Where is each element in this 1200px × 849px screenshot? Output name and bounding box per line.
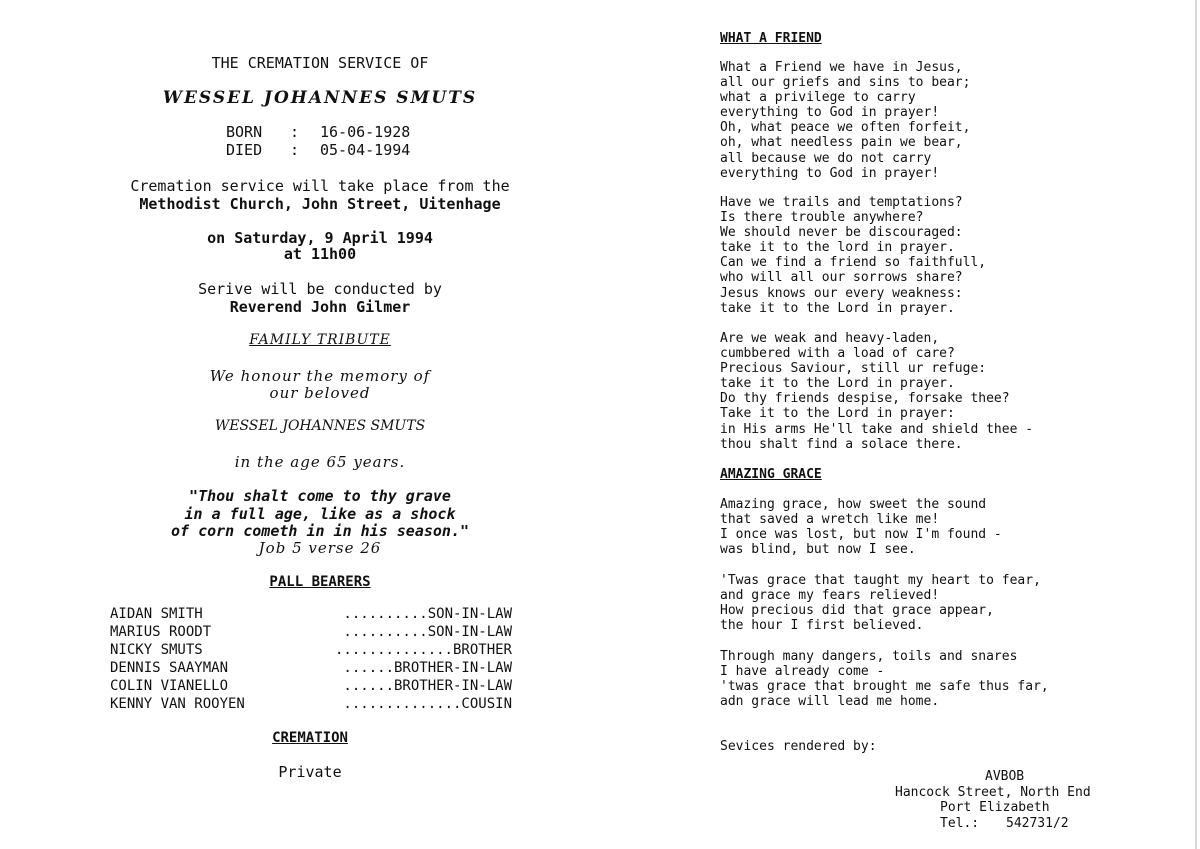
tribute-line2: our beloved xyxy=(269,384,371,402)
list-item xyxy=(110,641,512,659)
hymn1-verse2: Have we trails and temptations? Is there trouble anywhere? We should never be discouraged: take it to the lord in prayer. Can we find a friend so faithfull, who will all our sorrows share? Jesus knows our every weakness: take it to the Lord in prayer. xyxy=(720,195,987,316)
list-item xyxy=(110,605,512,623)
bearer-relation: ..........SON-IN-LAW xyxy=(343,624,512,640)
minister-name: Reverend John Gilmer xyxy=(229,298,411,316)
tribute-line1: We honour the memory of xyxy=(209,367,431,385)
list-item xyxy=(110,623,512,641)
hymn2-title: AMAZING GRACE xyxy=(720,467,822,482)
died-separator: : xyxy=(290,141,300,159)
deceased-name: WESSEL JOHANNES SMUTS xyxy=(162,88,478,108)
service-time: at 11h00 xyxy=(283,245,357,263)
undertaker-address1: Hancock Street, North End xyxy=(895,785,1091,800)
died-date: 05-04-1994 xyxy=(320,141,411,159)
born-date: 16-06-1928 xyxy=(320,123,411,141)
undertaker-name: AVBOB xyxy=(985,769,1025,784)
hymn2-verse2: 'Twas grace that taught my heart to fear, and grace my fears relieved! How precious did that grace appear, the hour I first believed. xyxy=(720,573,1041,634)
hymn2-verse3: Through many dangers, toils and snares I have already come - 'twas grace that brought me safe thus far, adn grace will lead me home. xyxy=(720,649,1049,710)
bearer-relation: ..........SON-IN-LAW xyxy=(343,606,512,622)
bearer-relation: ......BROTHER-IN-LAW xyxy=(343,660,512,676)
cremation-text: Private xyxy=(278,763,342,781)
age-line: in the age 65 years. xyxy=(234,453,406,471)
list-item xyxy=(110,677,512,695)
hymn2-verse1: Amazing grace, how sweet the sound that saved a wretch like me! I once was lost, but now I'm found - was blind, but now I see. xyxy=(720,497,1002,558)
service-date: on Saturday, 9 April 1994 xyxy=(207,229,433,247)
hymn1-verse1: What a Friend we have in Jesus, all our griefs and sins to bear; what a privilege to carry everything to God in prayer! Oh, what peace we often forfeit, oh, what needless pain we bear, all because we do not carry everything to God in prayer! xyxy=(720,60,971,181)
page-fold-edge xyxy=(1195,0,1197,849)
list-item xyxy=(110,659,512,677)
services-label: Sevices rendered by: xyxy=(720,739,877,754)
service-heading: THE CREMATION SERVICE OF xyxy=(211,54,429,72)
pall-bearers-heading: PALL BEARERS xyxy=(269,574,371,590)
bearer-name: AIDAN SMITH xyxy=(110,606,203,622)
born-label: BORN xyxy=(226,123,263,141)
conducted-by-label: Serive will be conducted by xyxy=(198,280,442,298)
verse-line3: of corn cometh in in his season." xyxy=(170,522,469,540)
bearer-relation: ..............BROTHER xyxy=(334,642,512,658)
bearer-name: NICKY SMUTS xyxy=(110,642,203,658)
service-location-line1: Cremation service will take place from the xyxy=(130,177,510,195)
family-tribute-heading: FAMILY TRIBUTE xyxy=(249,332,391,348)
service-location-line2: Methodist Church, John Street, Uitenhage xyxy=(139,195,501,213)
born-separator: : xyxy=(290,123,300,141)
list-item xyxy=(110,695,512,713)
undertaker-address2: Port Elizabeth xyxy=(940,800,1050,815)
verse-line1: "Thou shalt come to thy grave xyxy=(189,487,451,505)
hymn1-title: WHAT A FRIEND xyxy=(720,31,822,46)
bearer-name: KENNY VAN ROOYEN xyxy=(110,696,245,712)
verse-reference: Job 5 verse 26 xyxy=(258,539,382,557)
tribute-name: WESSEL JOHANNES SMUTS xyxy=(214,418,426,434)
died-label: DIED xyxy=(226,141,263,159)
hymn1-verse3: Are we weak and heavy-laden, cumbbered with a load of care? Precious Saviour, still ur refuge: take it to the Lord in prayer. Do thy friends despise, forsake thee? Take it to the Lord in prayer: in His arms He'll take and shield thee - thou shalt find a solace there. xyxy=(720,331,1034,452)
bearer-name: DENNIS SAAYMAN xyxy=(110,660,229,676)
verse-line2: in a full age, like as a shock xyxy=(184,505,456,523)
bearer-name: MARIUS ROODT xyxy=(110,624,212,640)
cremation-heading: CREMATION xyxy=(272,730,348,746)
bearer-relation: ..............COUSIN xyxy=(343,696,512,712)
bearer-relation: ......BROTHER-IN-LAW xyxy=(343,678,512,694)
bearer-name: COLIN VIANELLO xyxy=(110,678,229,694)
telephone-number: 542731/2 xyxy=(1006,816,1069,831)
telephone-label: Tel.: xyxy=(940,816,980,831)
